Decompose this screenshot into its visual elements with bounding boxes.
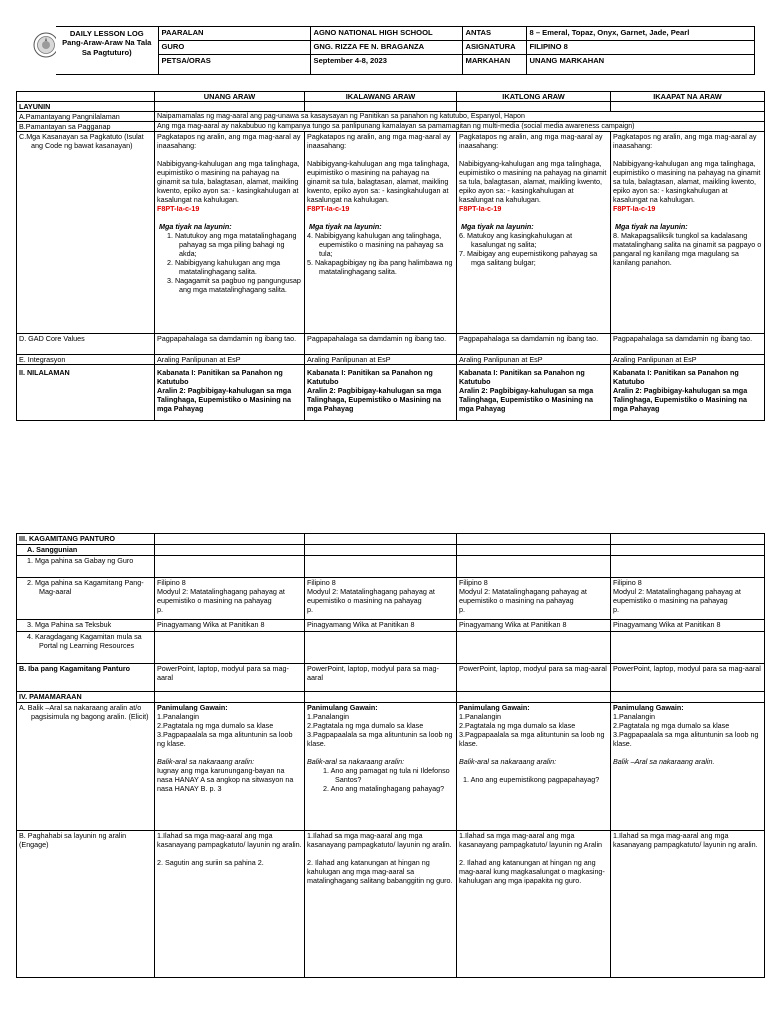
step-item: 1.Panalangin: [307, 712, 349, 721]
iba-day-3: PowerPoint, laptop, modyul para sa mag-aaral: [457, 664, 611, 692]
integrasyon-day-4: Araling Panlipunan at EsP: [611, 355, 765, 365]
layunin-heading: LAYUNIN: [17, 102, 155, 112]
objective-item: 6. Matukoy ang kasingkahulugan at kasalungat ng salita;: [459, 231, 573, 250]
step-item: 3.Pagpapaalala sa mga alituntunin sa loob ng klase.: [459, 730, 605, 748]
kagamitan-heading: III. KAGAMITANG PANTURO: [17, 534, 155, 545]
deped-seal-icon: [33, 32, 56, 58]
kasanayan-body: Nabibigyang-kahulugan ang mga talinghaga, eupimistiko o masining na pahayag na ginamit sa tula, balagtasan, alamat, maikling kwento, epiko ayon sa: - kasingkahulugan at kasalungat na kahulugan.: [613, 159, 761, 205]
aralin-text: Aralin 2: Pagbibigay-kahulugan sa mga Talinghaga, Eupemistiko o Masining na mga Pahayag: [459, 386, 594, 414]
pamantayang-pangnilalaman-label: A.Pamantayang Pangnilalaman: [17, 112, 155, 122]
day-4-header: IKAAPAT NA ARAW: [611, 92, 765, 102]
kasanayan-body: Nabibigyang-kahulugan ang mga talinghaga, eupimistiko o masining na pahayag na ginamit sa tula, balagtasan, alamat, maikling kwento, epiko ayon sa: - kasingkahulugan at kasalungat na kahulugan.: [459, 159, 607, 205]
modyul-page: p.: [307, 605, 313, 614]
modyul-page: p.: [459, 605, 465, 614]
modyul-subject: Filipino 8: [307, 578, 336, 587]
gad-day-4: Pagpapahalaga sa damdamin ng ibang tao.: [611, 334, 765, 355]
integrasyon-day-2: Araling Panlipunan at EsP: [305, 355, 457, 365]
balik-aral-day-2: [305, 703, 457, 831]
nilalaman-day-3: [457, 365, 611, 421]
kasanayan-day-4: [611, 132, 765, 334]
modyul-label: 2. Mga pahina sa Kagamitang Pang-Mag-aaral: [17, 578, 155, 620]
day-2-header: IKALAWANG ARAW: [305, 92, 457, 102]
objective-item: 3. Nagagamit sa pagbuo ng pangungusap ang mga matatalinghagang salita.: [167, 276, 301, 295]
step-item: 2.Pagtatala ng mga dumalo sa klase: [157, 721, 274, 730]
header-table: [16, 26, 755, 75]
balik-aral-italic: Balik –Aral sa nakaraang aralin.: [613, 757, 715, 766]
modyul-subject: Filipino 8: [157, 578, 186, 587]
modyul-day-4: [611, 578, 765, 620]
competency-code: F8PT-Ia-c-19: [157, 204, 200, 214]
competency-code: F8PT-Ia-c-19: [307, 204, 350, 214]
objective-item: 5. Nakapagbibigay ng iba pang halimbawa ng matatalinghagang salita.: [307, 258, 453, 277]
modyul-page: p.: [613, 605, 619, 614]
paghahabi-activity: 2. Ilahad ang katanungan at hingan ng ang mag-aaral kung magkasalungat o magkasing-kahulugan ang mga ipapakita ng guro.: [459, 858, 605, 885]
step-item: 3.Pagpapaalala sa mga alituntunin sa loob ng klase.: [157, 730, 293, 748]
kasanayan-body: Nabibigyang-kahulugan ang mga talinghaga, eupimistiko o masining na pahayag na ginamit sa tula, balagtasan, alamat, maikling kwento, epiko ayon sa: - kasingkahulugan at kasalungat na kahulugan.: [307, 159, 450, 205]
modyul-day-2: [305, 578, 457, 620]
title-line-3: Sa Pagtuturo): [81, 47, 132, 57]
paghahabi-day-2: [305, 831, 457, 978]
step-item: 3.Pagpapaalala sa mga alituntunin sa loob ng klase.: [613, 730, 759, 748]
integrasyon-day-3: Araling Panlipunan at EsP: [457, 355, 611, 365]
gad-day-2: Pagpapahalaga sa damdamin ng ibang tao.: [305, 334, 457, 355]
kasanayan-body: Nabibigyang-kahulugan ang mga talinghaga, eupimistiko o masining na pahayag na ginamit sa tula, balagtasan, alamat, maikling kwento, epiko ayon sa: - kasingkahulugan at kasalungat na kahulugan.: [157, 159, 300, 205]
kasanayan-intro: Pagkatapos ng aralin, ang mga mag-aaral ay inaasahang:: [157, 132, 301, 151]
kasanayan-label: C.Mga Kasanayan sa Pagkatuto (Isulat ang Code ng bawat kasanayan): [17, 132, 155, 334]
teksbuk-day-4: Pinagyamang Wika at Panitikan 8: [611, 620, 765, 632]
aralin-text: Aralin 2: Pagbibigay-kahulugan sa mga Talinghaga, Eupemistiko o Masining na mga Pahayag: [157, 386, 292, 414]
teksbuk-day-1: Pinagyamang Wika at Panitikan 8: [155, 620, 305, 632]
teksbuk-day-3: Pinagyamang Wika at Panitikan 8: [457, 620, 611, 632]
aralin-text: Aralin 2: Pagbibigay-kahulugan sa mga Talinghaga, Eupemistiko o Masining na mga Pahayag: [613, 386, 748, 414]
paghahabi-day-4: [611, 831, 765, 978]
teksbuk-day-2: Pinagyamang Wika at Panitikan 8: [305, 620, 457, 632]
competency-code: F8PT-Ia-c-19: [613, 204, 656, 214]
title-line-2: Pang-Araw-Araw Na Tala: [62, 38, 152, 48]
kasanayan-day-1: [155, 132, 305, 334]
iba-pang-kagamitan-label: B. Iba pang Kagamitang Panturo: [17, 664, 155, 692]
iba-day-4: PowerPoint, laptop, modyul para sa mag-aaral: [611, 664, 765, 692]
title-line-1: DAILY LESSON LOG: [69, 29, 144, 38]
balik-aral-label: A. Balik –Aral sa nakaraang aralin at/o pagsisimula ng bagong aralin. (Elicit): [17, 703, 155, 831]
school-label: PAARALAN: [158, 27, 310, 41]
grade-value: 8 – Emeral, Topaz, Onyx, Garnet, Jade, Pearl: [526, 27, 754, 41]
objective-item: 8. Makapagsaliksik tungkol sa kadalasang matatalinghang salita na ginamit sa pagpayo o pangaral ng kanilang mga magulang sa kanilang panahon.: [613, 231, 762, 268]
kabanata-text: Kabanata I: Panitikan sa Panahon ng Katutubo: [307, 368, 433, 387]
paghahabi-intro: 1.Ilahad sa mga mag-aaral ang mga kasanayang pampagkatuto/ layunin ng aralin.: [307, 831, 452, 849]
paghahabi-activity: 2. Ilahad ang katanungan at hingan ng kahulugan ang mga mag-aaral sa matalinghagang salitang babanggitin ng guro.: [307, 858, 453, 885]
tiyak-na-layunin-label: Mga tiyak na layunin:: [309, 222, 382, 232]
panimulang-gawain-label: Panimulang Gawain:: [307, 703, 378, 712]
modyul-subject: Filipino 8: [613, 578, 642, 587]
gabay-label: 1. Mga pahina sa Gabay ng Guro: [17, 556, 155, 578]
modyul-day-3: [457, 578, 611, 620]
aralin-text: Aralin 2: Pagbibigay-kahulugan sa mga Talinghaga, Eupemistiko o Masining na mga Pahayag: [307, 386, 442, 414]
integrasyon-day-1: Araling Panlipunan at EsP: [155, 355, 305, 365]
balik-aral-activity: Iugnay ang mga karunungang-bayan na nasa HANAY A sa angkop na sitwasyon na nasa HANAY B. p. 3: [157, 766, 294, 793]
step-item: 3.Pagpapaalala sa mga alituntunin sa loob ng klase.: [307, 730, 453, 748]
modyul-title: Modyul 2: Matatalinghagang pahayag at eupemistiko o masining na pahayag: [157, 587, 285, 605]
iba-day-1: PowerPoint, laptop, modyul para sa mag-aaral: [155, 664, 305, 692]
gad-label: D. GAD Core Values: [17, 334, 155, 355]
panimulang-gawain-label: Panimulang Gawain:: [459, 703, 530, 712]
balik-aral-italic: Balik-aral sa nakaraang aralin:: [307, 757, 405, 766]
deped-logo-cell: [16, 27, 56, 75]
objective-item: 2. Nabibigyang kahulugan ang mga matatalinghagang salita.: [167, 258, 281, 277]
paghahabi-label: B. Paghahabi sa layunin ng aralin (Engage): [17, 831, 155, 978]
modyul-title: Modyul 2: Matatalinghagang pahayag at eupemistiko o masining na pahayag: [307, 587, 435, 605]
pamantayan-pagganap-label: B.Pamantayan sa Pagganap: [17, 122, 155, 132]
competency-code: F8PT-Ia-c-19: [459, 204, 502, 214]
kasanayan-intro: Pagkatapos ng aralin, ang mga mag-aaral ay inaasahang:: [307, 132, 451, 151]
kabanata-text: Kabanata I: Panitikan sa Panahon ng Katutubo: [459, 368, 585, 387]
pamamaraan-heading: IV. PAMAMARAAN: [17, 692, 155, 703]
teacher-value: GNG. RIZZA FE N. BRAGANZA: [310, 41, 462, 55]
iba-day-2: PowerPoint, laptop, modyul para sa mag-aaral: [305, 664, 457, 692]
nilalaman-day-2: [305, 365, 457, 421]
daily-lesson-log-title: [56, 27, 158, 75]
balik-aral-day-4: [611, 703, 765, 831]
balik-aral-italic: Balik-aral sa nakaraang aralin:: [459, 757, 557, 766]
paghahabi-intro: 1.Ilahad sa mga mag-aaral ang mga kasanayang pampagkatuto/ layunin ng aralin.: [613, 831, 758, 849]
modyul-title: Modyul 2: Matatalinghagang pahayag at eupemistiko o masining na pahayag: [459, 587, 587, 605]
gad-day-3: Pagpapahalaga sa damdamin ng ibang tao.: [457, 334, 611, 355]
school-value: AGNO NATIONAL HIGH SCHOOL: [310, 27, 462, 41]
objective-item: 1. Natutukoy ang mga matatalinghagang pahayag sa mga piling bahagi ng akda;: [167, 231, 297, 259]
quarter-label: MARKAHAN: [462, 55, 526, 75]
paghahabi-intro: 1.Ilahad sa mga mag-aaral ang mga kasanayang pampagkatuto/ layunin ng aralin.: [157, 831, 302, 849]
balik-aral-day-1: [155, 703, 305, 831]
balik-aral-day-3: [457, 703, 611, 831]
question-item: 1. Ano ang pamagat ng tula ni Ildefonso Santos?: [323, 766, 450, 784]
step-item: 2.Pagtatala ng mga dumalo sa klase: [459, 721, 576, 730]
tiyak-na-layunin-label: Mga tiyak na layunin:: [159, 222, 232, 232]
lesson-table-objectives: [16, 91, 765, 421]
integrasyon-label: E. Integrasyon: [17, 355, 155, 365]
modyul-title: Modyul 2: Matatalinghagang pahayag at eupemistiko o masining na pahayag: [613, 587, 741, 605]
modyul-subject: Filipino 8: [459, 578, 488, 587]
paghahabi-activity: 2. Sagutin ang suriin sa pahina 2.: [157, 858, 264, 867]
subject-value: FILIPINO 8: [526, 41, 754, 55]
balik-aral-italic: Balik-aral sa nakaraang aralin:: [157, 757, 255, 766]
paghahabi-day-3: [457, 831, 611, 978]
kasanayan-day-2: [305, 132, 457, 334]
tiyak-na-layunin-label: Mga tiyak na layunin:: [615, 222, 688, 232]
karagdagang-label: 4. Karagdagang Kagamitan mula sa Portal ng Learning Resources: [17, 632, 155, 664]
kabanata-text: Kabanata I: Panitikan sa Panahon ng Katutubo: [157, 368, 283, 387]
paghahabi-intro: 1.Ilahad sa mga mag-aaral ang mga kasanayang pampagkatuto/ layunin ng Aralin: [459, 831, 603, 849]
grade-label: ANTAS: [462, 27, 526, 41]
step-item: 1.Panalangin: [157, 712, 199, 721]
question-item: 1. Ano ang eupemistikong pagpapahayag?: [463, 775, 600, 784]
teacher-label: GURO: [158, 41, 310, 55]
step-item: 1.Panalangin: [459, 712, 501, 721]
pamantayan-pagganap-value: Ang mga mag-aaral ay nakabubuo ng kampanya tungo sa panlipunang kamalayan sa pamamagitan ng multi-media (social media awareness campaign): [155, 122, 765, 132]
modyul-day-1: [155, 578, 305, 620]
objective-item: 4. Nabibigyang kahulugan ang talinghaga, eupemistiko o masining na pahayag sa tula;: [307, 231, 444, 259]
panimulang-gawain-label: Panimulang Gawain:: [613, 703, 684, 712]
nilalaman-day-1: [155, 365, 305, 421]
date-value: September 4-8, 2023: [310, 55, 462, 75]
modyul-page: p.: [157, 605, 163, 614]
empty-header-cell: [17, 92, 155, 102]
subject-label: ASIGNATURA: [462, 41, 526, 55]
sanggunian-heading: A. Sanggunian: [17, 545, 155, 556]
objective-item: 7. Maibigay ang eupemistikong pahayag sa mga salitang bulgar;: [459, 249, 598, 268]
nilalaman-label: II. NILALAMAN: [17, 365, 155, 421]
gad-day-1: Pagpapahalaga sa damdamin ng ibang tao.: [155, 334, 305, 355]
quarter-value: UNANG MARKAHAN: [526, 55, 754, 75]
step-item: 2.Pagtatala ng mga dumalo sa klase: [613, 721, 730, 730]
kasanayan-intro: Pagkatapos ng aralin, ang mga mag-aaral ay inaasahang:: [459, 132, 603, 151]
step-item: 1.Panalangin: [613, 712, 655, 721]
paghahabi-day-1: [155, 831, 305, 978]
kasanayan-day-3: [457, 132, 611, 334]
panimulang-gawain-label: Panimulang Gawain:: [157, 703, 228, 712]
question-item: 2. Ano ang matalinghagang pahayag?: [323, 784, 445, 793]
nilalaman-day-4: [611, 365, 765, 421]
kasanayan-intro: Pagkatapos ng aralin, ang mga mag-aaral ay inaasahang:: [613, 132, 757, 151]
step-item: 2.Pagtatala ng mga dumalo sa klase: [307, 721, 424, 730]
lesson-table-procedure: [16, 533, 765, 978]
day-1-header: UNANG ARAW: [155, 92, 305, 102]
pamantayang-pangnilalaman-value: Naipamamalas ng mag-aaral ang pag-unawa sa kasaysayan ng Panitikan sa panahon ng katutubo, Espanyol, Hapon: [155, 112, 765, 122]
teksbuk-label: 3. Mga Pahina sa Teksbuk: [17, 620, 155, 632]
kabanata-text: Kabanata I: Panitikan sa Panahon ng Katutubo: [613, 368, 739, 387]
date-label: PETSA/ORAS: [158, 55, 310, 75]
tiyak-na-layunin-label: Mga tiyak na layunin:: [461, 222, 534, 232]
day-3-header: IKATLONG ARAW: [457, 92, 611, 102]
